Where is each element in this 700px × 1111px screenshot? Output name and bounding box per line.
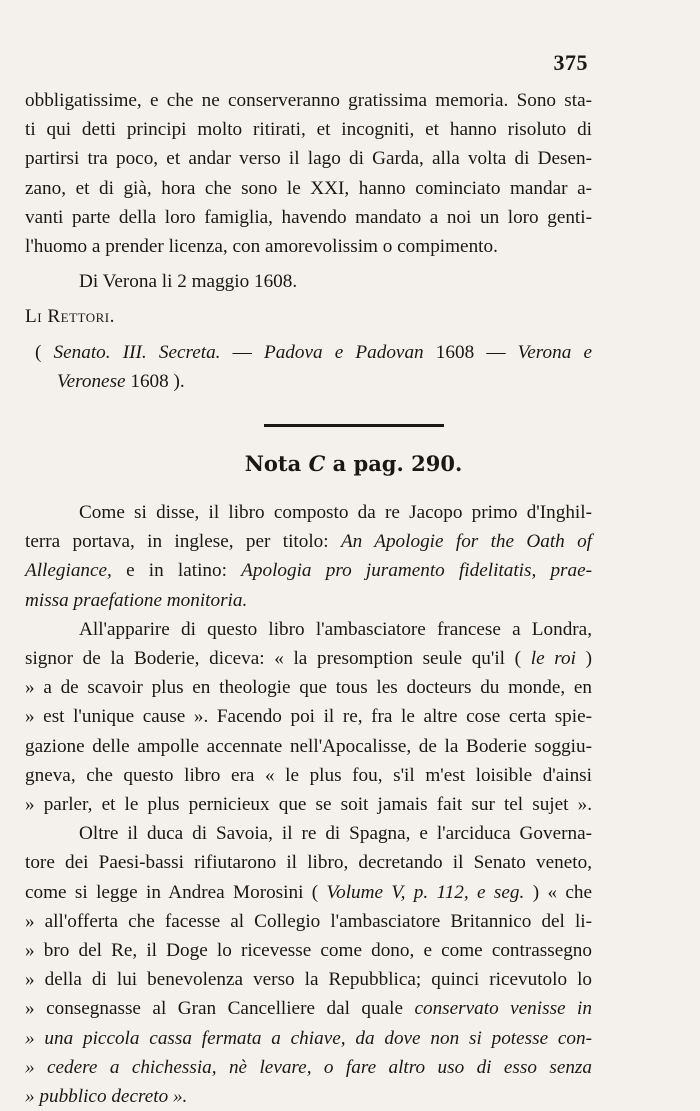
- text-line: » bro del Re, il Doge lo ricevesse come dono, e come contrassegno: [25, 940, 592, 962]
- citation-source: Secreta.: [158, 341, 221, 363]
- heading-page-ref: a pag. 290.: [332, 451, 463, 477]
- text-span: terra portava, in inglese, per titolo:: [25, 531, 329, 553]
- text-line: » all'offerta che facesse al Collegio l'ambasciatore Britannico del li-: [25, 910, 592, 932]
- text-line: zano, et di già, hora che sono le XXI, hanno cominciato mandar a-: [25, 177, 592, 199]
- citation-source: Senato. III.: [53, 341, 147, 363]
- paragraph: [25, 498, 592, 615]
- text-line: obbligatissime, e che ne conserveranno gratissima memoria. Sono sta-: [25, 90, 592, 111]
- book-title: missa praefatione monitoria.: [25, 589, 248, 611]
- text-line: » cedere a chichessia, nè levare, o fare altro uso di esso senza: [25, 1056, 592, 1078]
- text-line: » della di lui benevolenza verso la Repubblica; quinci ricevutolo lo: [25, 969, 592, 991]
- signature: Li Rettori.: [25, 306, 115, 328]
- date-line: Di Verona li 2 maggio 1608.: [79, 271, 298, 293]
- paragraph: [25, 615, 592, 819]
- text-line: » a de scavoir plus en theologie que tous les docteurs du monde, en: [25, 677, 592, 699]
- letter-ending: [25, 86, 592, 396]
- text-line: » una piccola cassa fermata a chiave, da dove non si potesse con-: [25, 1027, 592, 1049]
- note-body: [25, 498, 592, 1111]
- citation-open: (: [35, 341, 42, 363]
- citation-source: Veronese: [57, 370, 126, 392]
- text-line: partirsi tra poco, et andar verso il lago di Garda, alla volta di Desen-: [25, 148, 592, 170]
- text-span: e in latino:: [126, 560, 227, 582]
- text-line: gneva, che questo libro era « le plus fou, s'il m'est loisible d'ainsi: [25, 764, 592, 786]
- heading-letter: C: [308, 451, 326, 477]
- section-heading: [70, 451, 637, 476]
- heading-word: Nota: [244, 451, 302, 477]
- text-line: tore dei Paesi-bassi rifiutarono il libro, decretando il Senato veneto,: [25, 852, 592, 874]
- text-line: » est l'unique cause ». Facendo poi il re, fra le altre cose certa spie-: [25, 706, 592, 728]
- text-span: come si legge in Andrea Morosini (: [25, 881, 319, 903]
- citation-source: Verona e: [517, 341, 592, 363]
- book-title: Allegiance,: [25, 560, 112, 582]
- text-line: Come si disse, il libro composto da re Jacopo primo d'Inghil-: [79, 502, 592, 524]
- citation-year: 1608: [435, 341, 475, 363]
- page-number: 375: [553, 50, 588, 75]
- text-line: All'apparire di questo libro l'ambasciatore francese a Londra,: [79, 618, 592, 640]
- text-line: » pubblico decreto ».: [25, 1086, 188, 1108]
- citation-year: 1608: [130, 370, 169, 392]
- archival-citation: [35, 338, 592, 396]
- text-line: ti qui detti principi molto ritirati, et incogniti, et hanno risoluto di: [25, 119, 592, 141]
- text-span: conservato venisse in: [414, 998, 592, 1020]
- text-line: l'huomo a prender licenza, con amorevolissim o compimento.: [25, 236, 498, 258]
- reference: Volume V, p. 112, e seg.: [326, 881, 525, 903]
- text-span: le roi: [530, 648, 576, 670]
- citation-dash: —: [232, 341, 252, 363]
- section-divider: [264, 424, 444, 427]
- book-title: An Apologie for the Oath of: [340, 531, 593, 553]
- text-line: gazione delle ampolle accennate nell'Apocalisse, de la Boderie soggiu-: [25, 735, 592, 757]
- text-line: vanti parte della loro famiglia, havendo mandato a noi un loro genti-: [25, 206, 592, 228]
- text-line: Oltre il duca di Savoia, il re di Spagna, e l'arciduca Governa-: [79, 823, 592, 845]
- text-span: » consegnasse al Gran Cancelliere dal quale: [25, 998, 403, 1020]
- citation-dash: —: [486, 341, 506, 363]
- text-span: ): [585, 648, 592, 670]
- text-span: ) « che: [532, 881, 593, 903]
- text-line: » parler, et le plus pernicieux que se soit jamais fait sur tel sujet ».: [25, 794, 592, 816]
- paragraph: [25, 819, 592, 1111]
- citation-source: Padova e Padovan: [263, 341, 424, 363]
- book-title: Apologia pro juramento fidelitatis, prae-: [241, 560, 593, 582]
- citation-close: ).: [173, 370, 185, 392]
- text-span: signor de la Boderie, diceva: « la presomption seule qu'il (: [25, 648, 522, 670]
